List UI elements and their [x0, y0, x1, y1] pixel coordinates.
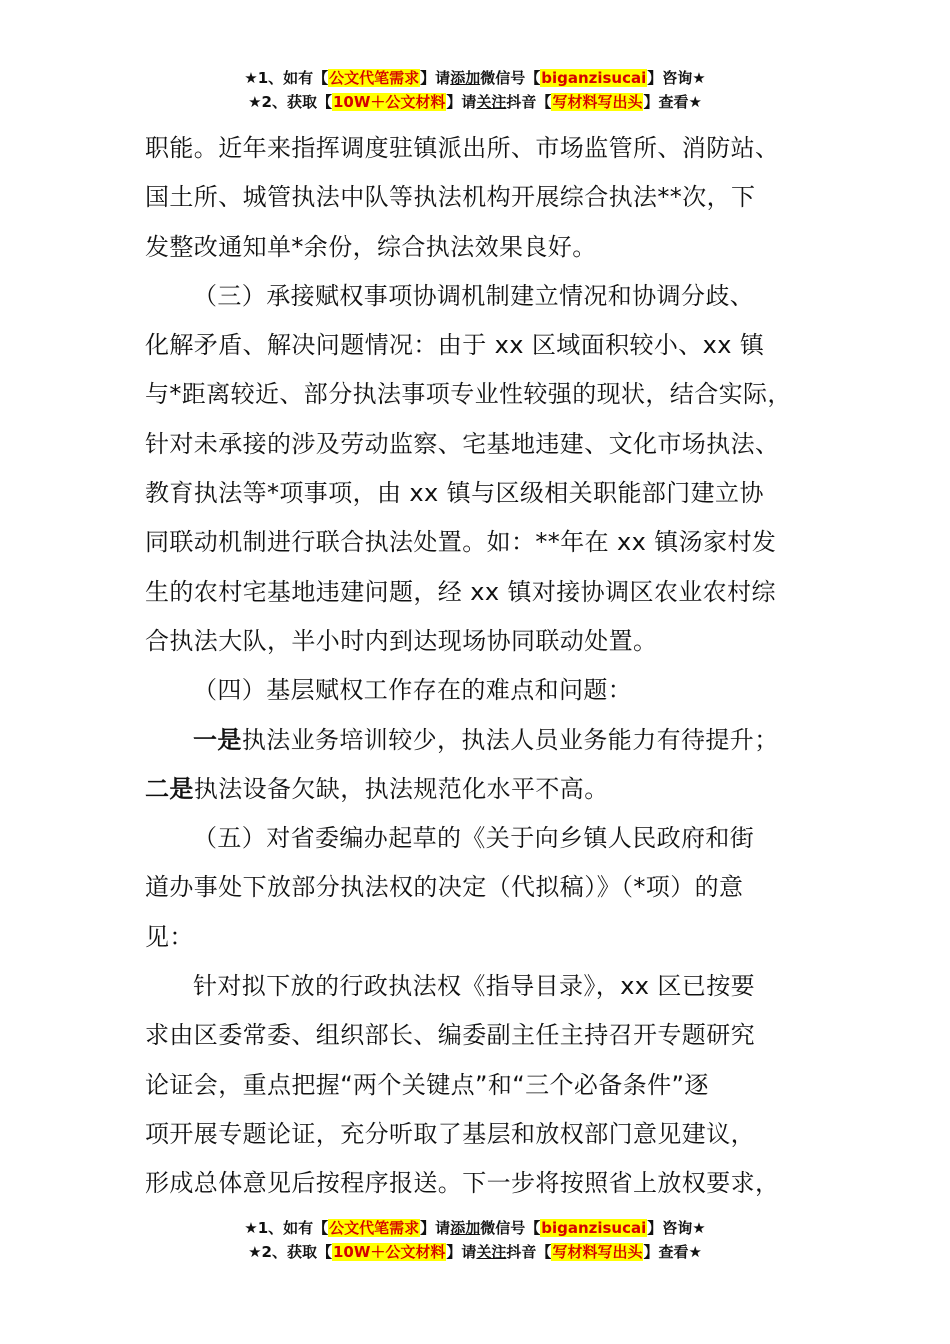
highlight-wechat-id: biganzisucai	[541, 69, 647, 87]
text-line: 国土所、城管执法中队等执法机构开展综合执法**次，下	[145, 183, 756, 212]
text-line: 二是执法设备欠缺，执法规范化水平不高。	[145, 774, 609, 803]
text-line: 见：	[145, 922, 194, 951]
section-heading-3: （三）承接赋权事项协调机制建立情况和协调分歧、	[193, 281, 755, 310]
highlight-wechat-id: biganzisucai	[541, 1219, 647, 1237]
text-line: 论证会，重点把握“两个关键点”和“三个必备条件”逐	[145, 1070, 709, 1099]
paragraph-2	[145, 272, 825, 666]
highlight-ghostwriting: 公文代笔需求	[329, 1219, 420, 1237]
highlight-douyin: 写材料写出头	[552, 93, 643, 111]
bold-marker-second: 二是	[145, 774, 194, 803]
banner-line-2: ★2、获取【10W＋公文材料】请关注抖音【写材料写出头】查看★	[248, 93, 702, 111]
text-line: 教育执法等*项事项，由 xx 镇与区级相关职能部门建立协	[145, 479, 764, 508]
section-heading-4: （四）基层赋权工作存在的难点和问题：	[193, 676, 633, 705]
text-line: 求由区委常委、组织部长、编委副主任主持召开专题研究	[145, 1021, 755, 1050]
section-heading-5: （五）对省委编办起草的《关于向乡镇人民政府和街	[193, 824, 755, 853]
text-line: 针对未承接的涉及劳动监察、宅基地违建、文化市场执法、	[145, 429, 780, 458]
footer-banner	[0, 1216, 950, 1264]
header-banner	[0, 66, 950, 114]
text-line: 针对拟下放的行政执法权《指导目录》，xx 区已按要	[193, 972, 756, 1001]
banner-line-1: ★1、如有【公文代笔需求】请添加微信号【biganzisucai】咨询★	[244, 1219, 706, 1237]
document-body	[145, 124, 825, 1209]
paragraph-1	[145, 124, 825, 272]
text-line: 合执法大队，半小时内到达现场协同联动处置。	[145, 626, 658, 655]
text-line: 发整改通知单*余份，综合执法效果良好。	[145, 232, 597, 261]
highlight-materials: 10W＋公文材料	[332, 1243, 446, 1261]
text-line: 生的农村宅基地违建问题，经 xx 镇对接协调区农业农村综	[145, 577, 776, 606]
paragraph-4	[145, 716, 825, 815]
text-line: 化解矛盾、解决问题情况：由于 xx 区域面积较小、xx 镇	[145, 331, 765, 360]
highlight-douyin: 写材料写出头	[552, 1243, 643, 1261]
banner-line-1: ★1、如有【公文代笔需求】请添加微信号【biganzisucai】咨询★	[244, 69, 706, 87]
bold-marker-first: 一是	[193, 725, 242, 754]
paragraph-3	[145, 666, 825, 715]
paragraph-6	[145, 962, 825, 1208]
text-line: 道办事处下放部分执法权的决定（代拟稿）》（*项）的意	[145, 873, 744, 902]
highlight-materials: 10W＋公文材料	[332, 93, 446, 111]
text-line: 同联动机制进行联合执法处置。如：**年在 xx 镇汤家村发	[145, 528, 777, 557]
text-line: 职能。近年来指挥调度驻镇派出所、市场监管所、消防站、	[145, 134, 780, 162]
highlight-ghostwriting: 公文代笔需求	[329, 69, 420, 87]
banner-line-2: ★2、获取【10W＋公文材料】请关注抖音【写材料写出头】查看★	[248, 1243, 702, 1261]
paragraph-5	[145, 814, 825, 962]
text-line: 项开展专题论证，充分听取了基层和放权部门意见建议，	[145, 1119, 755, 1148]
text-line: 一是执法业务培训较少，执法人员业务能力有待提升；	[193, 725, 779, 754]
text-line: 形成总体意见后按程序报送。下一步将按照省上放权要求，	[145, 1169, 780, 1198]
text-line: 与*距离较近、部分执法事项专业性较强的现状，结合实际，	[145, 380, 792, 409]
